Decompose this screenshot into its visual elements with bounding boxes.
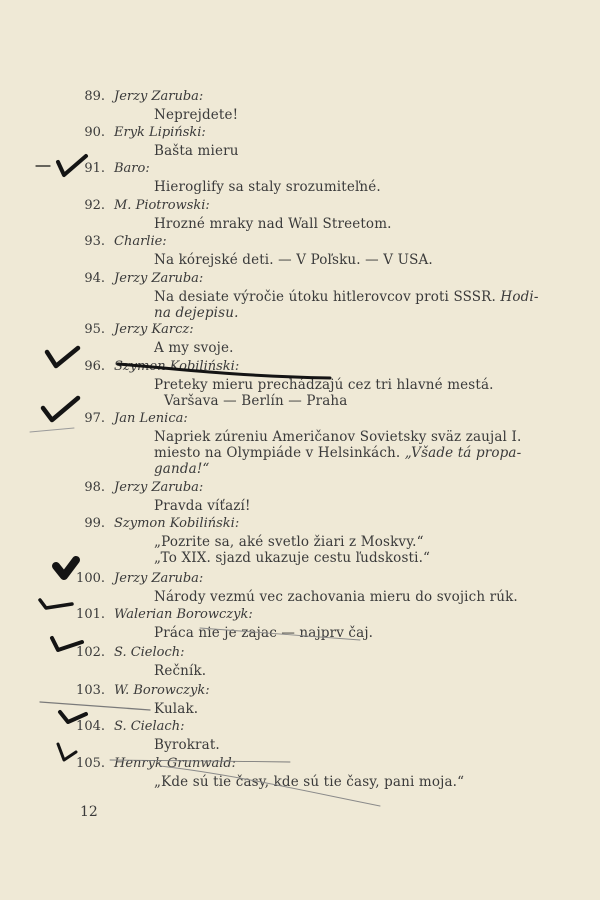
entry-author: W. Borowczyk: — [114, 683, 210, 698]
entry-author: Eryk Lipiński: — [114, 125, 206, 140]
entry-author: Baro: — [114, 161, 150, 176]
entry-author: S. Cielach: — [114, 719, 185, 734]
caption-italic-text: Hodi- — [500, 289, 539, 305]
entry-number: 90. — [84, 125, 105, 140]
caption-text: Byrokrat. — [154, 737, 220, 753]
entry-number: 102. — [76, 645, 105, 660]
entry-number: 104. — [76, 719, 105, 734]
entry-number: 101. — [76, 607, 105, 622]
entry-number: 97. — [84, 411, 105, 426]
entry-author: Jerzy Zaruba: — [114, 271, 204, 286]
entry-caption-line — [154, 737, 220, 753]
entry-caption-line — [154, 143, 239, 159]
caption-text: „Kde sú tie časy, kde sú tie časy, pani moja.“ — [154, 774, 465, 790]
caption-text: Napriek zúreniu Američanov Sovietsky sväz zaujal I. — [154, 429, 522, 445]
caption-text: A my svoje. — [154, 340, 234, 356]
caption-text: Preteky mieru prechádzajú cez tri hlavné mestá. — [154, 377, 494, 393]
caption-text: „Pozrite sa, aké svetlo žiari z Moskvy.“ — [154, 534, 424, 550]
entry-caption-line — [154, 550, 430, 566]
entry-caption-line — [154, 589, 518, 605]
caption-text: „To XIX. sjazd ukazuje cestu ľudskosti.“ — [154, 550, 431, 566]
entry-number: 89. — [84, 89, 105, 104]
entry-caption-line — [164, 393, 347, 409]
caption-text: Rečník. — [154, 663, 207, 679]
entry-caption-line — [154, 498, 251, 514]
entry-author: Walerian Borowczyk: — [114, 607, 253, 622]
caption-text: Národy vezmú vec zachovania mieru do svojich rúk. — [154, 589, 518, 605]
entry-number: 95. — [84, 322, 105, 337]
caption-text: Na desiate výročie útoku hitlerovcov proti SSSR. — [154, 289, 496, 305]
entry-author: Jerzy Zaruba: — [114, 480, 204, 495]
entry-caption-line — [154, 534, 424, 550]
entry-author: Szymon Kobiliński: — [114, 359, 240, 374]
entry-caption-line — [154, 340, 234, 356]
entry-caption-line — [154, 429, 521, 445]
entry-caption-line — [154, 625, 373, 641]
entry-caption-line — [154, 289, 539, 305]
entry-caption-line — [154, 461, 209, 477]
entry-caption-line — [154, 663, 206, 679]
entry-caption-line — [154, 701, 198, 717]
entry-author: Charlie: — [114, 234, 167, 249]
caption-text: Práca nie je zajac — najprv čaj. — [154, 625, 374, 641]
entry-number: 92. — [84, 198, 105, 213]
entry-author: Jerzy Zaruba: — [114, 89, 204, 104]
caption-text: Neprejdete! — [154, 107, 239, 123]
entry-number: 93. — [84, 234, 105, 249]
entry-number: 98. — [84, 480, 105, 495]
caption-text: Kulak. — [154, 701, 199, 717]
entry-caption-line — [154, 377, 494, 393]
caption-text: Bašta mieru — [154, 143, 239, 159]
entry-caption-line — [154, 216, 392, 232]
caption-text: Varšava — Berlín — Praha — [164, 393, 348, 409]
entry-author: Jerzy Zaruba: — [114, 571, 204, 586]
entry-caption-line — [154, 179, 381, 195]
entry-number: 96. — [84, 359, 105, 374]
pencil-stroke — [40, 702, 150, 710]
entry-number: 99. — [84, 516, 105, 531]
entry-caption-line — [154, 107, 238, 123]
caption-italic-text: „Všade tá propa- — [404, 445, 522, 461]
entry-number: 94. — [84, 271, 105, 286]
caption-text: Hieroglify sa staly srozumiteľné. — [154, 179, 381, 195]
entry-number: 105. — [76, 756, 105, 771]
caption-text: Pravda víťazí! — [154, 498, 251, 514]
entry-author: Henryk Grunwald: — [114, 756, 237, 771]
entry-number: 103. — [76, 683, 105, 698]
entry-author: M. Piotrowski: — [114, 198, 210, 213]
caption-text: Na kórejské deti. — V Poľsku. — V USA. — [154, 252, 433, 268]
pencil-stroke — [30, 428, 74, 432]
entry-author: Jerzy Karcz: — [114, 322, 194, 337]
caption-italic-text: ganda!“ — [154, 461, 210, 477]
entry-caption-line — [154, 252, 433, 268]
entry-number: 100. — [76, 571, 105, 586]
caption-text: Hrozné mraky nad Wall Streetom. — [154, 216, 392, 232]
caption-italic-text: na dejepisu. — [154, 305, 239, 321]
entry-author: Szymon Kobiliński: — [114, 516, 240, 531]
page-number: 12 — [80, 804, 98, 820]
entry-author: Jan Lenica: — [114, 411, 188, 426]
entry-number: 91. — [84, 161, 105, 176]
caption-text: miesto na Olympiáde v Helsinkách. — [154, 445, 401, 461]
entry-caption-line — [154, 774, 464, 790]
entry-author: S. Cieloch: — [114, 645, 185, 660]
entry-caption-line — [154, 445, 521, 461]
entry-caption-line — [154, 305, 239, 321]
